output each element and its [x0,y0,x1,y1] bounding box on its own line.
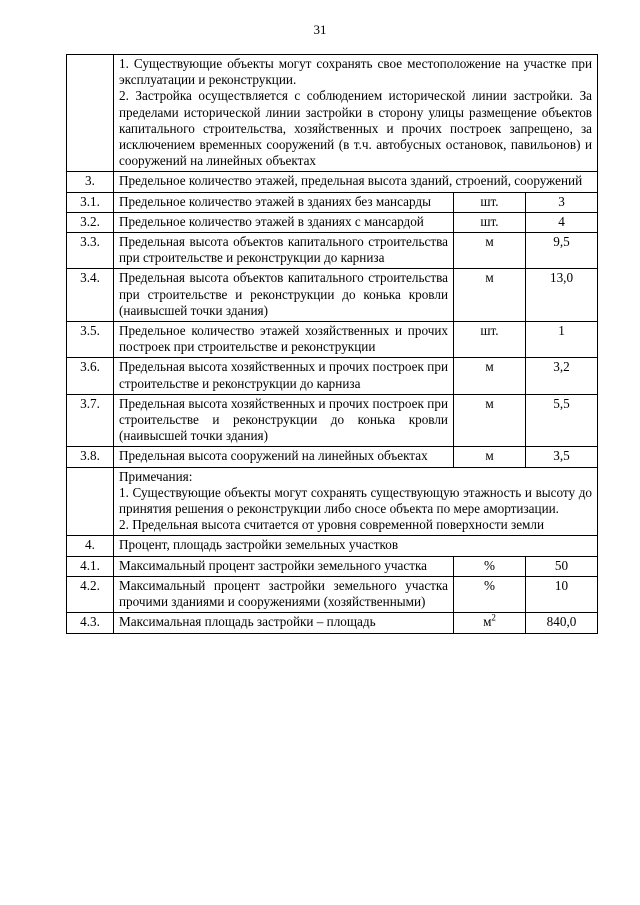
item-number: 3.7. [67,394,114,447]
value-cell: 4 [526,212,598,232]
item-number [67,467,114,536]
item-number: 3.4. [67,269,114,322]
value-cell: 3 [526,192,598,212]
unit-cell [454,613,526,633]
unit-label: м [485,395,494,411]
value-cell: 50 [526,556,598,576]
item-number: 3.5. [67,322,114,358]
item-description: Предельная высота хозяйственных и прочих построек при строительстве и реконструкции до карниза [114,358,454,394]
table-row [67,613,598,633]
paragraph: 2. Застройка осуществляется с соблюдением исторической линии застройки. За пределами исторической линии застройки в сторону улицы размещение объектов капитального строительства, хозяйственных и прочих построек запрещено, за исключением временных сооружений (в т.ч. автобусных остановок, павильонов) и сооружений на линейных объектах [119,88,593,169]
table-row [67,358,598,394]
unit-cell [454,269,526,322]
item-number: 3.3. [67,233,114,269]
unit-cell [454,576,526,612]
table-row [67,55,598,172]
paragraph: Примечания: [119,468,193,484]
item-description: Предельное количество этажей хозяйственных и прочих построек при строительстве и реконструкции [114,322,454,358]
item-description: Предельное количество этажей в зданиях с мансардой [114,212,454,232]
table-row [67,576,598,612]
unit-superscript: 2 [491,612,496,623]
unit-cell [454,322,526,358]
paragraph: 2. Предельная высота считается от уровня современной поверхности земли [119,517,545,533]
unit-label: шт. [480,323,499,339]
unit-cell [454,394,526,447]
value-cell: 9,5 [526,233,598,269]
item-number: 3.1. [67,192,114,212]
unit-label: % [484,557,495,573]
unit-label: м [485,448,494,464]
value-cell: 840,0 [526,613,598,633]
item-number: 4.1. [67,556,114,576]
item-description: Предельная высота объектов капитального строительства при строительстве и реконструкции до конька кровли (наивысшей точки здания) [114,269,454,322]
item-number: 4. [67,536,114,556]
item-number: 3.8. [67,447,114,467]
table-row [67,556,598,576]
item-description [114,536,598,556]
value-cell: 3,5 [526,447,598,467]
regulations-table-body [67,55,598,634]
unit-cell [454,212,526,232]
paragraph: 1. Существующие объекты могут сохранять существующую этажность и высоту до принятия решения о реконструкции либо сносе объекта по мере амортизации. [119,484,593,517]
item-description: Максимальная площадь застройки – площадь [114,613,454,633]
item-description: Максимальный процент застройки земельного участка [114,556,454,576]
item-number: 3. [67,172,114,192]
unit-label: % [484,577,495,593]
table-row [67,212,598,232]
value-cell: 3,2 [526,358,598,394]
table-row [67,447,598,467]
item-description: Максимальный процент застройки земельного участка прочими зданиями и сооружениями (хозяйственными) [114,576,454,612]
value-cell: 13,0 [526,269,598,322]
paragraph: Предельное количество этажей, предельная высота зданий, строений, сооружений [119,173,583,189]
paragraph: 1. Существующие объекты могут сохранять свое местоположение на участке при эксплуатации и реконструкции. [119,56,593,88]
paragraph: Процент, площадь застройки земельных участков [119,537,399,553]
unit-cell [454,358,526,394]
table-row [67,269,598,322]
item-description: Предельная высота хозяйственных и прочих построек при строительстве и реконструкции до конька кровли (наивысшей точки здания) [114,394,454,447]
item-description [114,172,598,192]
regulations-table [66,54,598,634]
unit-cell [454,556,526,576]
item-number [67,55,114,172]
unit-cell [454,233,526,269]
page-number: 31 [313,22,327,37]
value-cell: 1 [526,322,598,358]
item-number: 4.3. [67,613,114,633]
table-row [67,233,598,269]
item-description: Предельная высота объектов капитального строительства при строительстве и реконструкции до карниза [114,233,454,269]
table-row [67,467,598,536]
item-number: 4.2. [67,576,114,612]
unit-label: шт. [480,213,499,229]
table-row [67,322,598,358]
unit-cell [454,192,526,212]
item-number: 3.2. [67,212,114,232]
table-row [67,536,598,556]
unit-label: м [485,270,494,286]
unit-label: м [485,359,494,375]
unit-label: шт. [480,193,499,209]
item-description [114,467,598,536]
item-number: 3.6. [67,358,114,394]
unit-label: м [483,614,492,630]
unit-cell [454,447,526,467]
table-row [67,394,598,447]
item-description: Предельная высота сооружений на линейных объектах [114,447,454,467]
value-cell: 5,5 [526,394,598,447]
table-row [67,172,598,192]
table-row [67,192,598,212]
value-cell: 10 [526,576,598,612]
item-description [114,55,598,172]
unit-label: м [485,234,494,250]
item-description: Предельное количество этажей в зданиях без мансарды [114,192,454,212]
